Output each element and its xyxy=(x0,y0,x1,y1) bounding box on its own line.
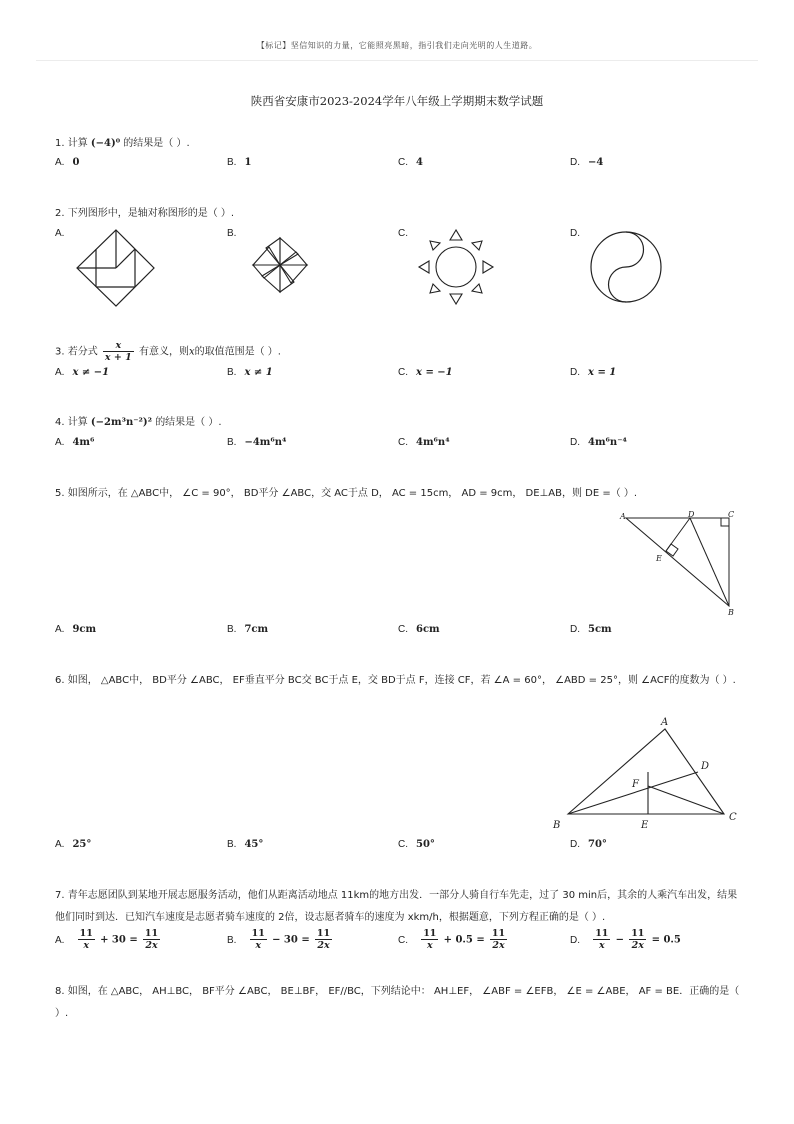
q7-options xyxy=(55,928,755,954)
q5-label-b: B xyxy=(728,608,734,617)
q6-option-c[interactable]: C. 50° xyxy=(398,839,435,850)
q2-option-d[interactable]: D. xyxy=(570,228,580,239)
question-4 xyxy=(55,415,222,431)
q5-label-a: A xyxy=(620,512,626,521)
header-motto: 【标记】坚信知识的力量，它能照亮黑暗，指引我们走向光明的人生道路。 xyxy=(256,41,538,50)
q6-triangle-figure xyxy=(548,712,744,834)
q1-option-a[interactable]: A. 0 xyxy=(55,157,80,168)
q3-option-d[interactable]: D. x = 1 xyxy=(570,367,617,378)
question-8: 8. 如图，在 △ABC， AH⊥BC， BF平分 ∠ABC， BE⊥BF， EF//BC，下列结论中： AH⊥EF， ∠ABF = ∠EFB， ∠E = ∠ABE， AF = BE．正确的是（ ）. xyxy=(55,986,740,1019)
q4-options xyxy=(55,437,755,455)
q3-prefix: 3. 若分式 xyxy=(55,346,98,358)
q7-option-c[interactable]: C. $\frac{11}{x}$ + 0.5 = $\frac{11}{2x}$ xyxy=(398,928,506,951)
q4-option-c[interactable]: C. 4m⁶n⁴ xyxy=(398,437,450,448)
question-1 xyxy=(55,136,190,152)
q7-option-a[interactable]: A. $\frac{11}{x}$ + 30 = $\frac{11}{2x}$ xyxy=(55,928,159,951)
q5-label-e: E xyxy=(656,554,662,563)
q2-option-a[interactable]: A. xyxy=(55,228,65,239)
q5-options xyxy=(55,624,755,642)
q5-option-c[interactable]: C. 6cm xyxy=(398,624,440,635)
q6-option-d[interactable]: D. 70° xyxy=(570,839,607,850)
pinwheel-icon xyxy=(242,230,318,300)
q6-label-d: D xyxy=(701,761,710,772)
question-2: 2. 下列图形中，是轴对称图形的是（ ）. xyxy=(55,208,235,219)
q6-option-b[interactable]: B. 45° xyxy=(227,839,264,850)
q1-prefix: 1. 计算 xyxy=(55,138,88,149)
q6-label-f: F xyxy=(632,779,639,790)
question-6: 6. 如图， △ABC中， BD平分 ∠ABC， EF垂直平分 BC交 BC于点 E，交 BD于点 F，连接 CF，若 ∠A = 60°， ∠ABD = 25°，则 ∠ACF的度数为（ ）. xyxy=(55,675,736,686)
q7-option-d[interactable]: D. $\frac{11}{x}$ − $\frac{11}{2x}$ = 0.5 xyxy=(570,928,681,951)
q4-option-b[interactable]: B. −4m⁶n⁴ xyxy=(227,437,287,448)
q4-expression: (−2m³n⁻²)² xyxy=(90,417,152,428)
q5-option-b[interactable]: B. 7cm xyxy=(227,624,269,635)
q3-option-c[interactable]: C. x = −1 xyxy=(398,367,453,378)
q5-option-a[interactable]: A. 9cm xyxy=(55,624,97,635)
q6-option-a[interactable]: A. 25° xyxy=(55,839,92,850)
header-divider xyxy=(36,60,758,61)
q4-suffix: 的结果是（ ）. xyxy=(155,417,222,428)
q4-prefix: 4. 计算 xyxy=(55,417,88,428)
q5-label-c: C xyxy=(728,510,735,519)
document-title: 陕西省安康市2023-2024学年八年级上学期期末数学试题 xyxy=(250,94,544,108)
sun-icon xyxy=(416,227,496,307)
q2-option-b[interactable]: B. xyxy=(227,228,237,239)
q4-option-d[interactable]: D. 4m⁶n⁻⁴ xyxy=(570,437,627,448)
q7-option-b[interactable]: B. $\frac{11}{x}$ − 30 = $\frac{11}{2x}$ xyxy=(227,928,331,951)
q1-option-b[interactable]: B. 1 xyxy=(227,157,252,168)
q3-fraction: $\frac{x}{x + 1}$ xyxy=(104,340,132,363)
q6-label-b: B xyxy=(553,820,561,831)
q6-label-e: E xyxy=(641,820,649,831)
q3-variable: x xyxy=(188,346,195,358)
q5-triangle-figure xyxy=(612,508,742,620)
q3-option-b[interactable]: B. x ≠ 1 xyxy=(227,367,273,378)
q2-option-c[interactable]: C. xyxy=(398,228,408,239)
q5-label-d: D xyxy=(688,510,695,519)
q3-middle: 有意义，则 xyxy=(138,346,189,358)
q1-options xyxy=(55,157,755,175)
q6-label-c: C xyxy=(729,812,737,823)
q5-option-d[interactable]: D. 5cm xyxy=(570,624,612,635)
question-7: 7. 青年志愿团队到某地开展志愿服务活动，他们从距离活动地点 11km的地方出发．一部分人骑自行车先走，过了 30 min后，其余的人乘汽车出发，结果他们同时到达．已知汽车速度是志愿者骑车速度的 2倍，设志愿者骑车的速度为 xkm/h，根据题意，下列方程正确的是（ ）. xyxy=(55,890,738,923)
q6-label-a: A xyxy=(661,717,669,728)
q3-suffix: 的取值范围是（ ）. xyxy=(194,346,281,358)
q1-suffix: 的结果是（ ）. xyxy=(123,138,190,149)
q1-option-d[interactable]: D. −4 xyxy=(570,157,604,168)
q1-expression: (−4)⁰ xyxy=(90,138,121,149)
question-3 xyxy=(55,340,281,363)
q4-option-a[interactable]: A. 4m⁶ xyxy=(55,437,95,448)
folded-square-icon xyxy=(72,228,158,310)
q1-option-c[interactable]: C. 4 xyxy=(398,157,423,168)
question-5: 5. 如图所示，在 △ABC中， ∠C = 90°， BD平分 ∠ABC，交 AC于点 D， AC = 15cm， AD = 9cm， DE⊥AB，则 DE =（ ）. xyxy=(55,488,638,499)
q3-option-a[interactable]: A. x ≠ −1 xyxy=(55,367,110,378)
yin-yang-icon xyxy=(586,227,666,307)
q3-options xyxy=(55,367,755,385)
q6-options xyxy=(55,839,755,857)
